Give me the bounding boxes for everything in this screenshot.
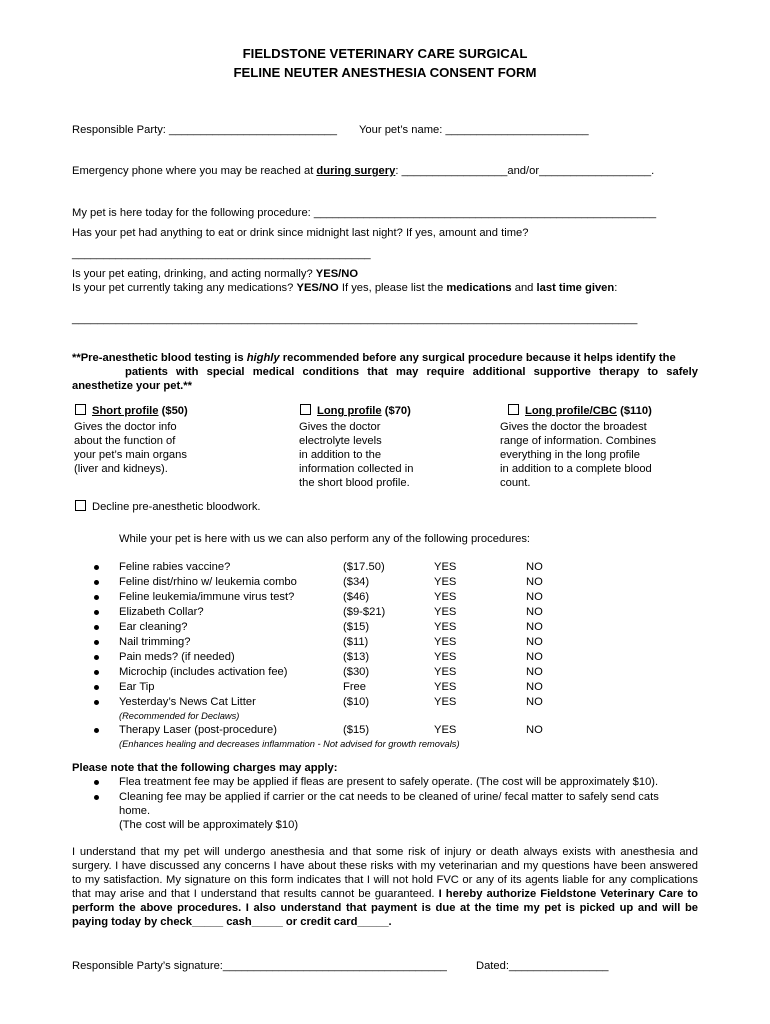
procedure-name: Yesterday’s News Cat Litter xyxy=(119,696,256,708)
procedure-no-option[interactable]: NO xyxy=(526,621,543,633)
bullet-icon xyxy=(94,700,99,705)
bullet-icon xyxy=(94,625,99,630)
procedure-yes-option[interactable]: YES xyxy=(434,591,457,603)
procedure-yes-option[interactable]: YES xyxy=(434,724,457,736)
laser-note: (Enhances healing and decreases inflammation - Not advised for growth removals) xyxy=(119,739,460,749)
cleaning-fee-text-3: (The cost will be approximately $10) xyxy=(119,819,299,831)
procedure-price: ($10) xyxy=(343,696,370,708)
procedure-yes-option[interactable]: YES xyxy=(434,576,457,588)
procedure-name: Ear cleaning? xyxy=(119,621,188,633)
medications-blank[interactable]: __________________________________________________________________________________________ xyxy=(72,313,638,325)
eat-drink-blank[interactable]: ________________________________________________ xyxy=(72,248,371,260)
bullet-icon xyxy=(94,595,99,600)
signature-field[interactable]: Responsible Party’s signature:____________________________________ xyxy=(72,960,447,972)
procedures-intro: While your pet is here with us we can also perform any of the following procedures: xyxy=(119,533,531,545)
long-profile-cbc-desc: Gives the doctor the broadest range of information. Combines everything in the long profile in addition to a complete blood count. xyxy=(500,421,657,489)
eat-drink-question: Has your pet had anything to eat or drink since midnight last night? If yes, amount and time? xyxy=(72,227,529,239)
procedure-price: ($34) xyxy=(343,576,370,588)
procedure-price: ($30) xyxy=(343,666,370,678)
long-profile-cbc-option[interactable]: Long profile/CBC ($110) xyxy=(508,404,652,418)
bullet-icon xyxy=(94,670,99,675)
procedure-no-option[interactable]: NO xyxy=(526,636,543,648)
bullet-icon xyxy=(94,685,99,690)
procedure-no-option[interactable]: NO xyxy=(526,591,543,603)
procedure-no-option[interactable]: NO xyxy=(526,696,543,708)
procedure-yes-option[interactable]: YES xyxy=(434,651,457,663)
bullet-icon xyxy=(94,565,99,570)
procedure-no-option[interactable]: NO xyxy=(526,681,543,693)
blood-intro-line2: patients with special medical conditions that may require additional supportive therapy to safely xyxy=(125,366,698,378)
short-profile-desc: Gives the doctor info about the function of your pet’s main organs (liver and kidneys). xyxy=(74,421,187,475)
procedure-name: Ear Tip xyxy=(119,681,155,693)
bullet-icon xyxy=(94,580,99,585)
medications-question: Is your pet currently taking any medications? YES/NO If yes, please list the medications and last time given: xyxy=(72,282,618,294)
procedure-no-option[interactable]: NO xyxy=(526,576,543,588)
blood-intro-line3: anesthetize your pet.** xyxy=(72,380,192,392)
procedure-yes-option[interactable]: YES xyxy=(434,621,457,633)
emergency-phone-field[interactable]: Emergency phone where you may be reached at during surgery: _________________and/or__________________. xyxy=(72,165,655,177)
procedure-name: Nail trimming? xyxy=(119,636,191,648)
long-profile-checkbox[interactable] xyxy=(300,404,311,415)
procedure-name: Microchip (includes activation fee) xyxy=(119,666,288,678)
form-title-line2: FELINE NEUTER ANESTHESIA CONSENT FORM xyxy=(233,65,537,80)
eating-yes-no[interactable]: YES/NO xyxy=(315,268,359,280)
charges-heading: Please note that the following charges may apply: xyxy=(72,762,338,774)
procedure-name: Elizabeth Collar? xyxy=(119,606,204,618)
procedure-price: ($15) xyxy=(343,724,370,736)
procedure-name: Feline leukemia/immune virus test? xyxy=(119,591,295,603)
procedure-no-option[interactable]: NO xyxy=(526,666,543,678)
responsible-party-field[interactable]: Responsible Party: ___________________________ xyxy=(72,124,337,136)
procedure-name: Therapy Laser (post-procedure) xyxy=(119,724,277,736)
pet-name-field[interactable]: Your pet’s name: _______________________ xyxy=(359,124,589,136)
procedure-price: ($9-$21) xyxy=(343,606,386,618)
procedure-name: Pain meds? (if needed) xyxy=(119,651,235,663)
short-profile-checkbox[interactable] xyxy=(75,404,86,415)
bullet-icon xyxy=(94,610,99,615)
litter-note: (Recommended for Declaws) xyxy=(119,711,240,721)
procedure-yes-option[interactable]: YES xyxy=(434,696,457,708)
procedure-no-option[interactable]: NO xyxy=(526,724,543,736)
procedure-price: Free xyxy=(343,681,367,693)
bullet-icon xyxy=(94,795,99,800)
long-profile-cbc-checkbox[interactable] xyxy=(508,404,519,415)
bullet-icon xyxy=(94,655,99,660)
eating-question: Is your pet eating, drinking, and acting normally? YES/NO xyxy=(72,268,359,280)
procedure-no-option[interactable]: NO xyxy=(526,606,543,618)
procedure-price: ($17.50) xyxy=(343,561,385,573)
consent-paragraph: I understand that my pet will undergo anesthesia and that some risk of injury or death always exists with anesthesia and surgery. I have discussed any concerns I have about these risks with my veterinarian and my questions have been answered to my satisfaction. My signature on this form indicates that I will not hold FVC or any of its agents liable for any complications that may arise and that I understand that results cannot be guaranteed. I hereby authorize Fieldstone Veterinary Care to perform the above procedures. I also understand that payment is due at the time my pet is picked up and will be paying today by check_____ cash_____ or credit card_____. xyxy=(72,846,698,928)
cleaning-fee-text-2: home. xyxy=(119,805,151,817)
flea-fee-text: Flea treatment fee may be applied if fleas are present to safely operate. (The cost will be approximately $10). xyxy=(119,776,659,788)
procedure-price: ($46) xyxy=(343,591,370,603)
bullet-icon xyxy=(94,640,99,645)
procedure-yes-option[interactable]: YES xyxy=(434,561,457,573)
procedure-no-option[interactable]: NO xyxy=(526,651,543,663)
procedure-yes-option[interactable]: YES xyxy=(434,666,457,678)
procedure-name: Feline rabies vaccine? xyxy=(119,561,231,573)
procedure-price: ($13) xyxy=(343,651,370,663)
decline-bloodwork-checkbox[interactable] xyxy=(75,500,86,511)
long-profile-option[interactable]: Long profile ($70) xyxy=(300,404,411,418)
short-profile-option[interactable]: Short profile ($50) xyxy=(75,404,188,418)
decline-bloodwork-option[interactable]: Decline pre-anesthetic bloodwork. xyxy=(75,500,261,514)
procedure-yes-option[interactable]: YES xyxy=(434,606,457,618)
procedure-no-option[interactable]: NO xyxy=(526,561,543,573)
procedure-yes-option[interactable]: YES xyxy=(434,636,457,648)
bullet-icon xyxy=(94,780,99,785)
bullet-icon xyxy=(94,728,99,733)
procedure-price: ($15) xyxy=(343,621,370,633)
date-field[interactable]: Dated:________________ xyxy=(476,960,609,972)
meds-yes-no[interactable]: YES/NO xyxy=(296,282,339,294)
blood-intro-line1: **Pre-anesthetic blood testing is highly recommended before any surgical procedure because it helps identify the xyxy=(72,352,676,364)
procedure-field[interactable]: My pet is here today for the following procedure: _______________________________________________________ xyxy=(72,207,657,219)
long-profile-desc: Gives the doctor electrolyte levels in addition to the information collected in the short blood profile. xyxy=(299,421,414,489)
procedure-yes-option[interactable]: YES xyxy=(434,681,457,693)
procedure-price: ($11) xyxy=(343,636,369,648)
procedure-name: Feline dist/rhino w/ leukemia combo xyxy=(119,576,297,588)
cleaning-fee-text-1: Cleaning fee may be applied if carrier or the cat needs to be cleaned of urine/ fecal matter to safely send cats xyxy=(119,791,659,803)
form-title-line1: FIELDSTONE VETERINARY CARE SURGICAL xyxy=(242,46,528,61)
